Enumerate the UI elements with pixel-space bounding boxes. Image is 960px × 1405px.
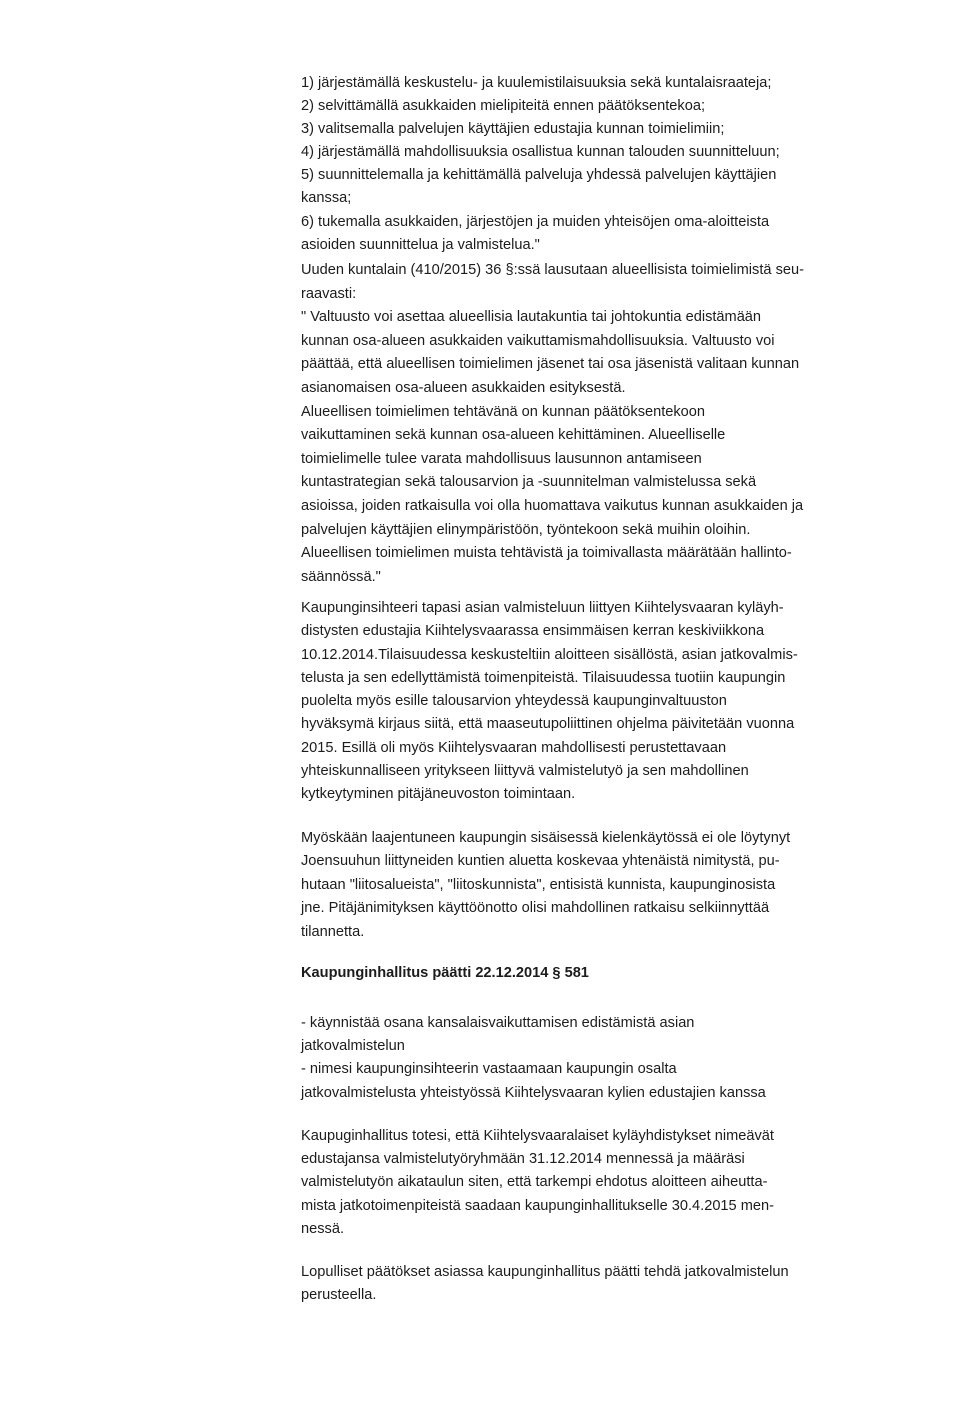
list-item: kanssa; xyxy=(301,190,352,207)
meeting-paragraph xyxy=(301,597,901,807)
text-line: yhteiskunnalliseen yritykseen liittyvä valmistelutyö ja sen mahdollinen xyxy=(301,763,749,780)
text-line: hyväksymä kirjaus siitä, että maaseutupoliittinen ohjelma päivitetään vuonna xyxy=(301,716,795,733)
text-line: jne. Pitäjänimityksen käyttöönotto olisi mahdollinen ratkaisu selkiinnyttää xyxy=(301,900,770,917)
text-line: kuntastrategian sekä talousarvion ja -suunnitelman valmistelussa sekä xyxy=(301,474,757,491)
text-line: Lopulliset päätökset asiassa kaupunginhallitus päätti tehdä jatkovalmistelun xyxy=(301,1264,789,1280)
final-paragraph xyxy=(301,1261,901,1307)
text-line: edustajansa valmistelutyöryhmään 31.12.2014 mennessä ja määräsi xyxy=(301,1151,745,1168)
list-item: asioiden suunnittelua ja valmistelua." xyxy=(301,236,540,253)
list-item: 6) tukemalla asukkaiden, järjestöjen ja muiden yhteisöjen oma-aloitteista xyxy=(301,213,770,230)
text-line: Kaupunginsihteeri tapasi asian valmisteluun liittyen Kiihtelysvaaran kyläyh- xyxy=(301,600,784,616)
text-line: vaikuttaminen sekä kunnan osa-alueen kehittäminen. Alueelliselle xyxy=(301,427,726,444)
list-item: 2) selvittämällä asukkaiden mielipiteitä ennen päätöksentekoa; xyxy=(301,98,706,115)
text-line: hutaan "liitosalueista", "liitoskunnista", entisistä kunnista, kaupunginosista xyxy=(301,876,776,893)
participation-methods-list xyxy=(301,72,901,257)
list-item: 5) suunnittelemalla ja kehittämällä palveluja yhdessä palvelujen käyttäjien xyxy=(301,167,777,184)
text-line: distysten edustajia Kiihtelysvaarassa ensimmäisen kerran keskiviikkona xyxy=(301,623,765,640)
text-line: päättää, että alueellisen toimielimen jäsenet tai osa jäsenistä valitaan kunnan xyxy=(301,356,800,373)
text-line: telusta ja sen edellyttämistä toimenpiteistä. Tilaisuudessa tuotiin kaupungin xyxy=(301,669,786,686)
text-line: 2015. Esillä oli myös Kiihtelysvaaran mahdollisesti perustettavaan xyxy=(301,739,727,756)
text-line: perusteella. xyxy=(301,1287,377,1304)
text-line: kunnan osa-alueen asukkaiden vaikuttamismahdollisuuksia. Valtuusto voi xyxy=(301,332,775,349)
decision-item: - nimesi kaupunginsihteerin vastaamaan kaupungin osalta xyxy=(301,1061,677,1078)
law-quote-paragraph xyxy=(301,259,901,589)
text-line: " Valtuusto voi asettaa alueellisia lautakuntia tai johtokuntia edistämään xyxy=(301,309,762,326)
text-line: 10.12.2014.Tilaisuudessa keskusteltiin aloitteen sisällöstä, asian jatkovalmis- xyxy=(301,646,798,663)
text-line: valmistelutyön aikataulun siten, että tarkempi ehdotus aloitteen aiheutta- xyxy=(301,1174,768,1191)
list-item: 4) järjestämällä mahdollisuuksia osallistua kunnan talouden suunnitteluun; xyxy=(301,144,780,161)
text-line: Myöskään laajentuneen kaupungin sisäisessä kielenkäytössä ei ole löytynyt xyxy=(301,830,791,846)
list-item: 1) järjestämällä keskustelu- ja kuulemistilaisuuksia sekä kuntalaisraateja; xyxy=(301,75,772,91)
working-group-paragraph xyxy=(301,1125,901,1241)
text-line: säännössä." xyxy=(301,568,381,585)
decision-items xyxy=(301,1012,901,1105)
naming-paragraph xyxy=(301,827,901,944)
decision-item: jatkovalmistelusta yhteistyössä Kiihtelysvaaran kylien edustajien kanssa xyxy=(301,1084,766,1101)
decision-item: - käynnistää osana kansalaisvaikuttamisen edistämistä asian xyxy=(301,1015,695,1031)
text-line: Alueellisen toimielimen tehtävänä on kunnan päätöksentekoon xyxy=(301,403,706,420)
text-line: tilannetta. xyxy=(301,923,365,940)
text-line: raavasti: xyxy=(301,285,357,302)
text-line: kytkeytyminen pitäjäneuvoston toimintaan. xyxy=(301,786,576,803)
text-line: toimielimelle tulee varata mahdollisuus lausunnon antamiseen xyxy=(301,450,702,467)
text-line: asioissa, joiden ratkaisulla voi olla huomattava vaikutus kunnan asukkaiden ja xyxy=(301,497,804,514)
list-item: 3) valitsemalla palvelujen käyttäjien edustajia kunnan toimielimiin; xyxy=(301,121,725,138)
decision-heading xyxy=(301,962,901,985)
text-line: nessä. xyxy=(301,1220,344,1237)
text-line: mista jatkotoimenpiteistä saadaan kaupunginhallitukselle 30.4.2015 men- xyxy=(301,1197,774,1214)
text-line: palvelujen käyttäjien elinympäristöön, työntekoon sekä muihin oloihin. xyxy=(301,521,751,538)
text-line: Joensuuhun liittyneiden kuntien aluetta koskevaa yhtenäistä nimitystä, pu- xyxy=(301,853,780,870)
text-line: asianomaisen osa-alueen asukkaiden esityksestä. xyxy=(301,379,626,396)
decision-heading-text: Kaupunginhallitus päätti 22.12.2014 § 581 xyxy=(301,965,589,981)
text-line: Uuden kuntalain (410/2015) 36 §:ssä lausutaan alueellisista toimielimistä seu- xyxy=(301,262,804,278)
decision-item: jatkovalmistelun xyxy=(301,1038,405,1055)
text-line: puolelta myös esille talousarvion yhteydessä kaupunginvaltuuston xyxy=(301,693,727,710)
text-line: Kaupuginhallitus totesi, että Kiihtelysvaaralaiset kyläyhdistykset nimeävät xyxy=(301,1128,774,1144)
text-line: Alueellisen toimielimen muista tehtävistä ja toimivallasta määrätään hallinto- xyxy=(301,545,792,562)
